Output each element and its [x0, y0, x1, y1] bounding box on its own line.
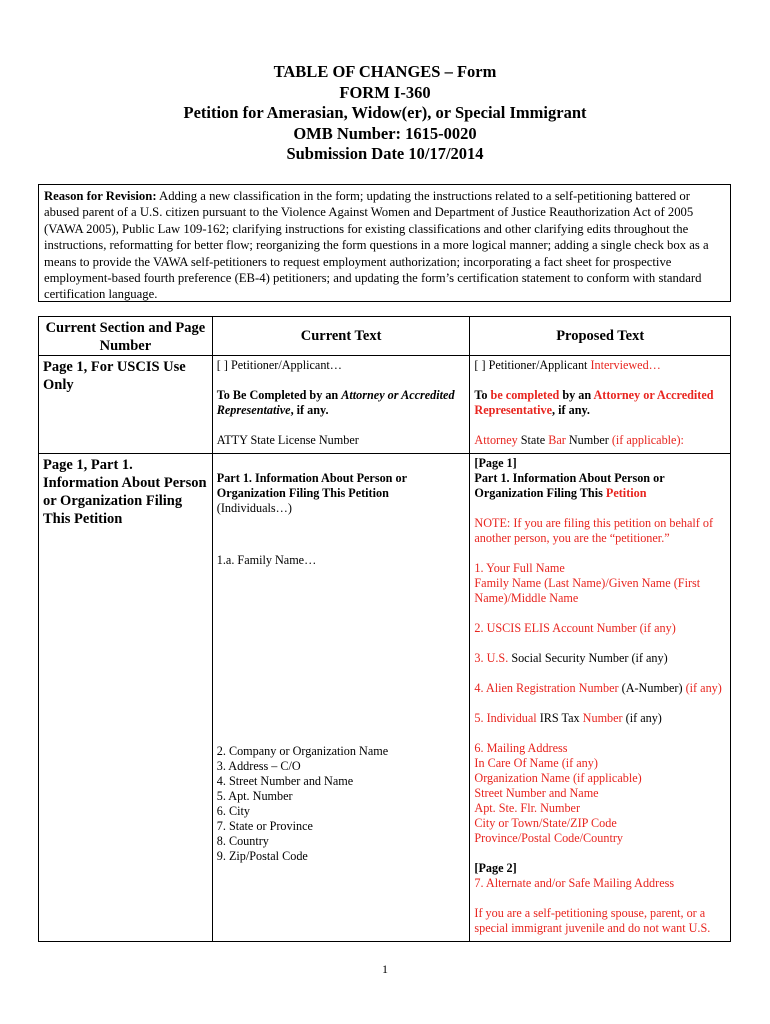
text-span: by an: [559, 388, 594, 402]
proposed-text-cell: [470, 356, 731, 454]
proposed-q5: [474, 711, 726, 726]
current-text-line: ATTY State License Number: [216, 433, 359, 447]
page-number: 1: [382, 962, 388, 976]
current-text-line: [ ] Petitioner/Applicant…: [216, 358, 342, 372]
list-item: 7. State or Province: [216, 819, 313, 833]
text-span: U.S.: [486, 651, 509, 665]
list-item: 4. Street Number and Name: [216, 774, 354, 788]
text-span: 4. Alien Registration Number: [474, 681, 619, 695]
list-item: Apt. Ste. Flr. Number: [474, 801, 581, 815]
proposed-text-cell: [470, 454, 731, 942]
proposed-q2: 2. USCIS ELIS Account Number (if any): [474, 621, 676, 635]
changes-table: [38, 316, 731, 942]
reason-for-revision-box: [38, 184, 731, 302]
current-text-line: [217, 388, 466, 418]
reason-text: Adding a new classification in the form; updating the instructions related to a self-petitioning battered or abused parent of a U.S. citizen pursuant to the Violence Against Women and Department of Justice Reauthorization Act of 2005 (VAWA 2005), Public Law 109-162; clarifying instructions for existing classifications and other clarifying edits throughout the instructions, reformatting for better flow; reorganizing the form questions in a more logical manner; adding a single check box as a means to provide the VAWA self-petitioners to request employment authorization; incorporating a fact sheet for prospective employment-based fourth preference (EB-4) petitioners; and updating the form’s certification statement to conform with standard certification language.: [44, 189, 709, 302]
list-item: 5. Apt. Number: [216, 789, 293, 803]
text-span: (if any): [622, 711, 662, 725]
header-current-section: Current Section and Page Number: [39, 317, 213, 356]
text-span: Attorney or Accredited Representative: [474, 388, 714, 417]
text-span: Social Security Number (if any): [508, 651, 668, 665]
text-span: Bar: [548, 433, 566, 447]
list-item: Province/Postal Code/Country: [474, 831, 624, 845]
header-current-text: Current Text: [212, 317, 470, 356]
proposed-text-line: [474, 433, 726, 448]
current-text-cell: [212, 454, 470, 942]
text-span: (if applicable):: [611, 433, 684, 447]
table-row: [39, 356, 731, 454]
text-span: (if any): [685, 681, 722, 695]
proposed-part-title: [474, 471, 726, 501]
title-line-4: OMB Number: 1615-0020: [293, 123, 477, 143]
proposed-note: NOTE: If you are filing this petition on behalf of another person, you are the “petitioner.”: [474, 516, 714, 545]
title-line-3: Petition for Amerasian, Widow(er), or Special Immigrant: [183, 103, 587, 122]
title-line-5: Submission Date 10/17/2014: [286, 144, 484, 163]
proposed-page-marker: [Page 2]: [474, 861, 517, 875]
text-span: To: [474, 388, 491, 402]
header-proposed-text: Proposed Text: [470, 317, 731, 356]
text-span: 3.: [474, 651, 484, 665]
text-span: State: [517, 433, 549, 447]
proposed-q7: 7. Alternate and/or Safe Mailing Address: [474, 876, 675, 890]
proposed-q3: [474, 651, 726, 666]
current-text-cell: [212, 356, 470, 454]
text-span: To Be Completed by an: [216, 388, 342, 402]
text-span: Number: [565, 433, 612, 447]
text-span: Part 1. Information About Person or Organization Filing This: [474, 471, 665, 500]
text-span: Attorney: [474, 433, 518, 447]
text-span: Attorney or Accredited Representative: [216, 388, 455, 417]
list-item: Organization Name (if applicable): [474, 771, 642, 785]
list-item: 2. Company or Organization Name: [216, 744, 389, 758]
list-item: Street Number and Name: [474, 786, 599, 800]
text-span: Number: [582, 711, 623, 725]
list-item: 3. Address – C/O: [216, 759, 301, 773]
proposed-q1: [474, 561, 726, 606]
title-line-1: TABLE OF CHANGES – Form: [273, 62, 497, 81]
current-field-list: [217, 744, 466, 864]
current-family-name: 1.a. Family Name…: [216, 553, 317, 567]
list-item: City or Town/State/ZIP Code: [474, 816, 617, 830]
document-title: [0, 62, 770, 165]
table-header-row: [39, 317, 731, 356]
list-item: 8. Country: [216, 834, 269, 848]
text-span: 1. Your Full Name: [474, 561, 565, 575]
text-span: Petition: [605, 486, 647, 500]
proposed-text-line: [474, 388, 726, 418]
reason-label: Reason for Revision:: [44, 189, 157, 203]
proposed-q6: [474, 741, 726, 846]
text-span: IRS Tax: [536, 711, 583, 725]
proposed-text-line: [474, 358, 726, 373]
text-span: [ ] Petitioner/Applicant: [474, 358, 591, 372]
table-row: [39, 454, 731, 942]
text-span: 5. Individual: [474, 711, 537, 725]
proposed-q4: [474, 681, 726, 696]
text-span: be completed: [490, 388, 560, 402]
list-item: In Care Of Name (if any): [474, 756, 598, 770]
section-cell: Page 1, Part 1. Information About Person or Organization Filing This Petition: [39, 454, 213, 942]
text-span: , if any.: [552, 403, 590, 417]
current-part-title: Part 1. Information About Person or Organization Filing This Petition: [216, 471, 407, 500]
text-span: Interviewed…: [590, 358, 661, 372]
section-cell: Page 1, For USCIS Use Only: [39, 356, 213, 454]
list-item: 6. City: [216, 804, 250, 818]
list-item: 6. Mailing Address: [474, 741, 568, 755]
list-item: 9. Zip/Postal Code: [216, 849, 308, 863]
current-part-sub: (Individuals…): [216, 501, 292, 515]
text-span: , if any.: [290, 403, 329, 417]
title-line-2: FORM I-360: [339, 82, 431, 102]
text-span: (A-Number): [618, 681, 686, 695]
text-span: Family Name (Last Name)/Given Name (First Name)/Middle Name: [474, 576, 701, 605]
proposed-page-marker: [Page 1]: [474, 456, 517, 470]
proposed-q7-note: If you are a self-petitioning spouse, parent, or a special immigrant juvenile and do not want U.S.: [474, 906, 711, 935]
